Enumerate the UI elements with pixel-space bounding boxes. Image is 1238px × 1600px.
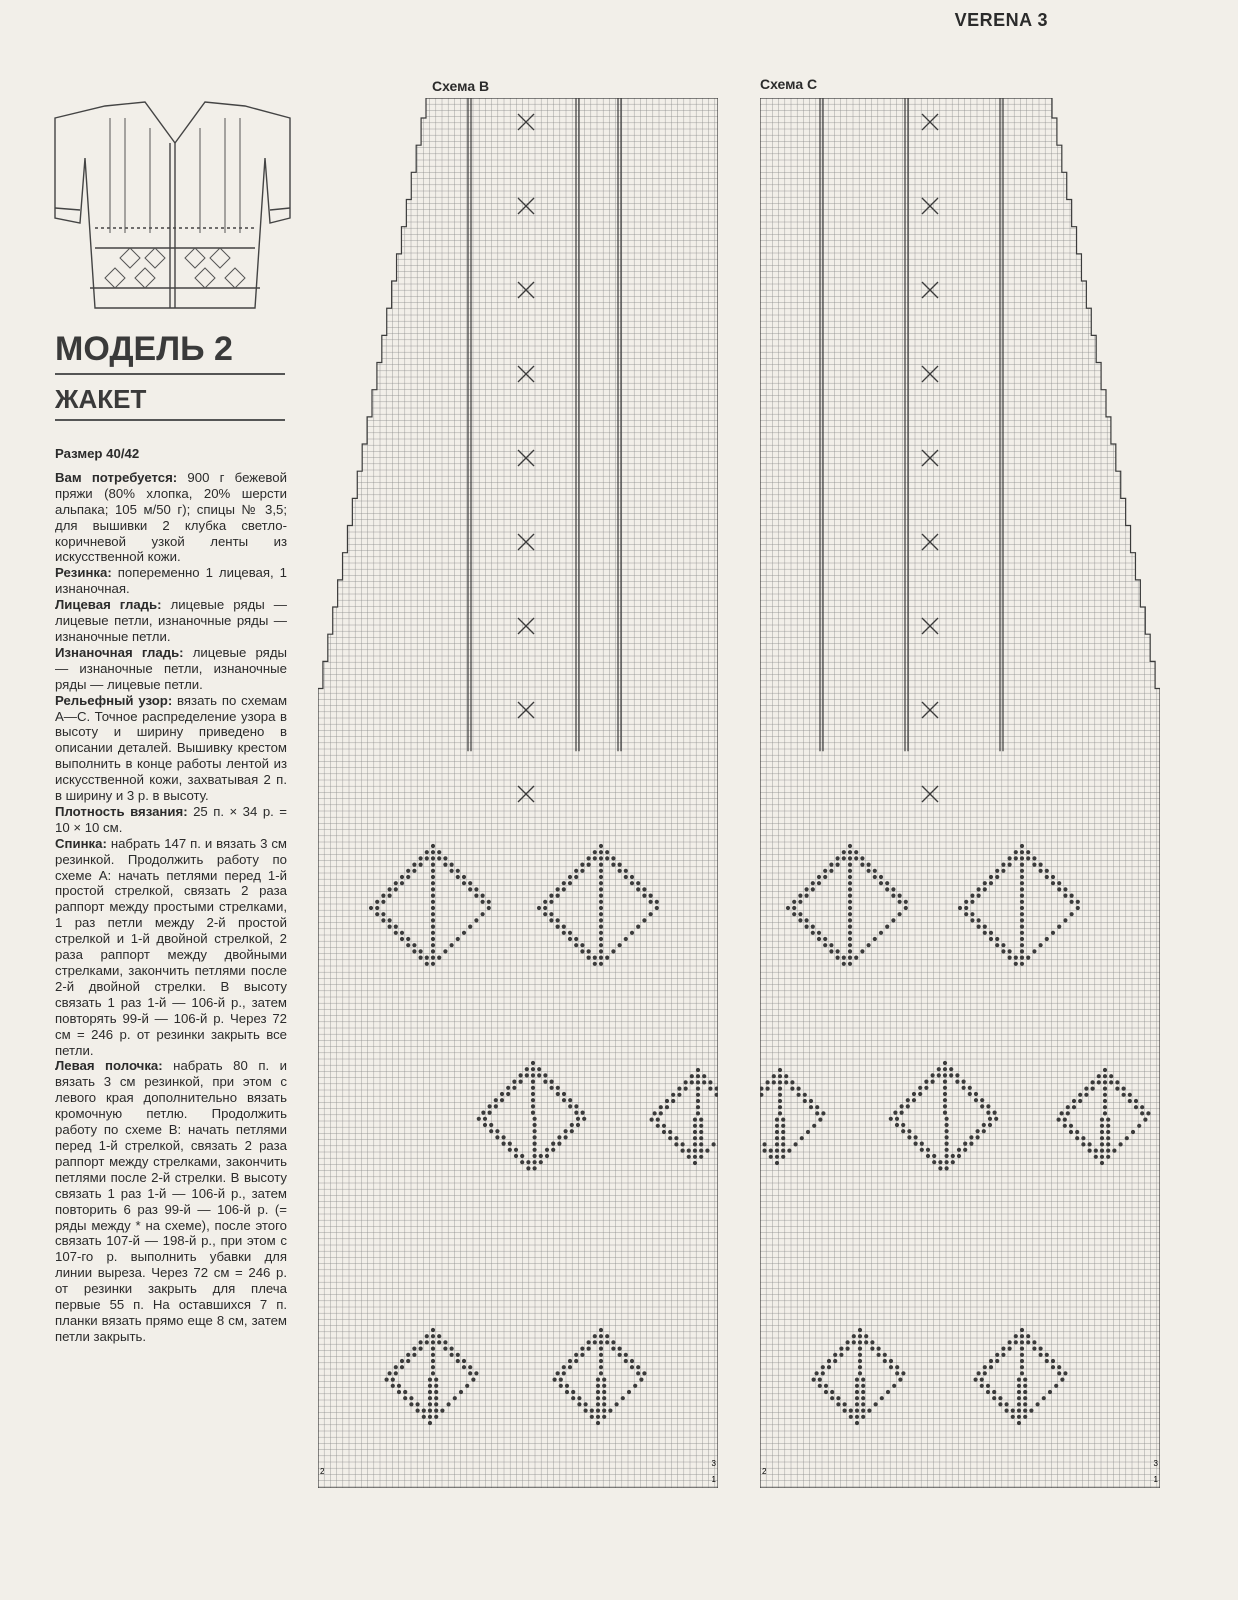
scheme-b-row-label: 3 bbox=[711, 1459, 716, 1468]
instruction-reverse-stockinette: Изнаночная гладь: лицевые ряды — изнаночные петли, изнаночные ряды — лицевые петли. bbox=[55, 644, 287, 692]
instruction-rib: Резинка: попеременно 1 лицевая, 1 изнаночная. bbox=[55, 565, 287, 597]
scheme-b-chart bbox=[318, 98, 718, 1488]
scheme-c-grid bbox=[760, 98, 1160, 1488]
model-title: МОДЕЛЬ 2 bbox=[55, 330, 285, 375]
jacket-sketch bbox=[50, 98, 295, 323]
magazine-header: VERENA 3 bbox=[954, 10, 1048, 30]
scheme-c-row-label-left: 2 bbox=[762, 1467, 767, 1476]
size-label: Размер 40/42 bbox=[55, 446, 140, 461]
scheme-b-row-label-left: 2 bbox=[320, 1467, 325, 1476]
instruction-back: Спинка: набрать 147 п. и вязать 3 см резинкой. Продолжить работу по схеме А: начать петлями перед 1-й простой стрелкой, связать 2 раза раппорт между простыми стрелками, 1 раз петли между 2-й простой стрелкой и 1-й двойной стрелкой, 2 раза раппорт между двойными стрелками, закончить петлями после 2-й двойной стрелки. В высоту связать 1 раз 1-й — 106-й р., затем повторять 99-й — 106-й р. Через 72 см = 246 р. от резинки закрыть все петли. bbox=[55, 835, 287, 1058]
scheme-c-row-label: 3 bbox=[1153, 1459, 1158, 1468]
scheme-c-row-label: 1 bbox=[1153, 1475, 1158, 1484]
instruction-left-front: Левая полочка: набрать 80 п. и вязать 3 см резинкой, при этом с левого края дополнительно вязать кромочную петлю. Продолжить работу по схеме В: начать петлями перед 1-й стрелкой, связать 2 раза раппорт между стрелками, закончить петлями после 2-й стрелки. В высоту связать 1 раз 1-й — 106-й р., затем повторить 6 раз 99-й — 106-й р. (= ряды между * на схеме), после этого связать 107-й — 198-й р., при этом с 107-го р. выполнить убавки для линии выреза. Через 72 см = 246 р. от резинки закрыть для плеча первые 55 п. На оставшихся 7 п. планки вязать прямо еще 8 см, затем петли закрыть. bbox=[55, 1058, 287, 1344]
instruction-gauge: Плотность вязания: 25 п. × 34 р. = 10 × 10 см. bbox=[55, 803, 287, 835]
instructions-text bbox=[55, 446, 287, 1345]
scheme-c-label: Схема С bbox=[760, 76, 818, 92]
scheme-b-label: Схема В bbox=[432, 78, 490, 94]
scheme-b-row-label: 1 bbox=[711, 1475, 716, 1484]
model-subtitle: ЖАКЕТ bbox=[55, 384, 285, 421]
instruction-stockinette: Лицевая гладь: лицевые ряды — лицевые петли, изнаночные ряды — изнаночные петли. bbox=[55, 597, 287, 644]
instruction-relief-pattern: Рельефный узор: вязать по схемам А—С. Точное распределение узора в высоту и ширину приведено в описании деталей. Вышивку крестом выполнить в конце работы лентой из искусственной кожи, захватывая 2 п. в ширину и 3 р. в высоту. bbox=[55, 692, 288, 804]
instruction-materials: Вам потребуется: 900 г бежевой пряжи (80% хлопка, 20% шерсти альпака; 105 м/50 г); спицы № 3,5; для вышивки 2 клубка светло-коричневой узкой ленты из искусственной кожи. bbox=[55, 469, 287, 565]
scheme-b-grid bbox=[318, 98, 718, 1488]
scheme-c-chart bbox=[760, 98, 1160, 1488]
jacket-sketch-drawing bbox=[50, 98, 295, 323]
